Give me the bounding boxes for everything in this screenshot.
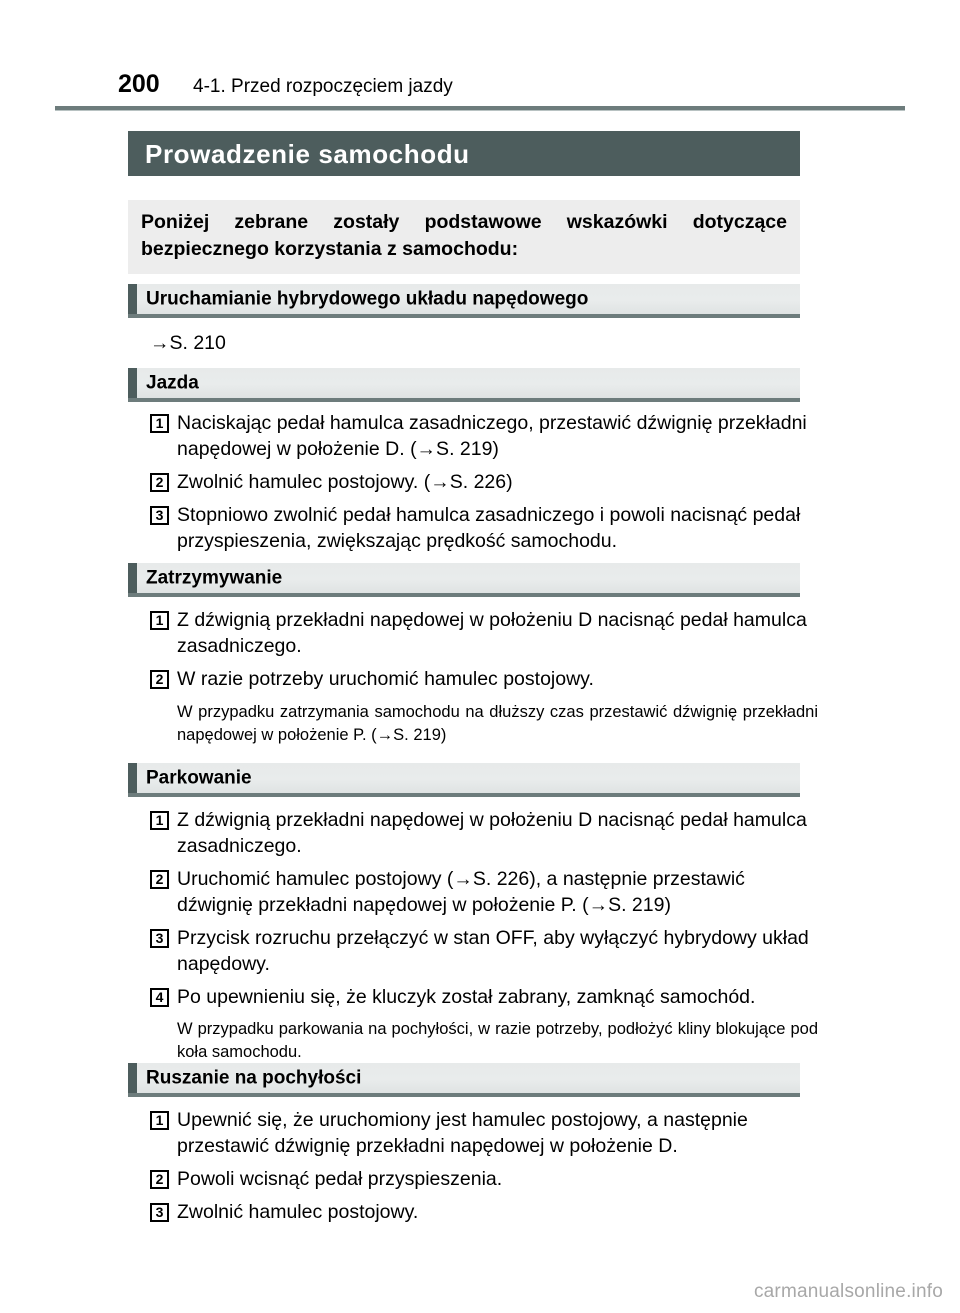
step-list-parking <box>128 808 818 1010</box>
step-number-badge: 3 <box>150 929 169 948</box>
step-text: Przycisk rozruchu przełączyć w stan OFF, aby wyłączyć hybrydowy układ napędowy. <box>177 926 809 975</box>
section-header-stopping <box>128 563 800 597</box>
section-header-hill-start <box>128 1063 800 1097</box>
page-title: Prowadzenie samochodu <box>145 138 470 169</box>
step-text: Z dźwignią przekładni napędowej w położeniu D nacisnąć pedał hamulca zasadniczego. <box>177 609 807 657</box>
list-item <box>128 1108 818 1160</box>
section-tab-marker <box>128 563 137 593</box>
section-body-stopping <box>128 608 818 746</box>
section-header-driving <box>128 368 800 402</box>
section-body-parking <box>128 808 818 1064</box>
list-item <box>128 926 818 978</box>
step-list-hill-start <box>128 1108 818 1226</box>
page-number: 200 <box>118 70 160 98</box>
section-heading-parking: Parkowanie <box>146 767 252 789</box>
step-number-badge: 2 <box>150 1170 169 1189</box>
step-list-stopping <box>128 608 818 693</box>
step-text: W razie potrzeby uruchomić hamulec postojowy. <box>177 667 594 690</box>
sub-note-parking: W przypadku parkowania na pochyłości, w razie potrzeby, podłożyć kliny blokujące pod koła samochodu. <box>177 1020 818 1062</box>
step-text: Po upewnieniu się, że kluczyk został zabrany, zamknąć samochód. <box>177 985 756 1008</box>
section-heading-start-system: Uruchamianie hybrydowego układu napędowego <box>146 288 589 310</box>
step-text: Upewnić się, że uruchomiony jest hamulec postojowy, a następnie przestawić dźwignię przekładni napędowej w położenie D. <box>177 1109 748 1157</box>
list-item <box>128 985 818 1011</box>
step-text: Uruchomić hamulec postojowy (→S. 226), a następnie przestawić dźwignię przekładni napędowej w położenie P. (→S. 219) <box>177 867 745 916</box>
step-number-badge: 2 <box>150 870 169 889</box>
step-number-badge: 1 <box>150 1111 169 1130</box>
page-header <box>0 0 960 108</box>
page-reference-start-system[interactable]: →S. 210 <box>150 332 226 354</box>
step-text: Stopniowo zwolnić pedał hamulca zasadniczego i powoli nacisnąć pedał przyspieszenia, zwiększając prędkość samochodu. <box>177 503 801 552</box>
section-heading-stopping: Zatrzymywanie <box>146 567 283 589</box>
list-item <box>128 667 818 693</box>
list-item <box>128 1200 818 1226</box>
section-header-start-system <box>128 284 800 318</box>
step-text: Naciskając pedał hamulca zasadniczego, przestawić dźwignię przekładni napędowej w położenie D. (→S. 219) <box>177 412 807 460</box>
step-number-badge: 3 <box>150 1203 169 1222</box>
list-item <box>128 808 818 860</box>
step-list-driving <box>128 411 818 555</box>
section-heading-hill-start: Ruszanie na pochyłości <box>146 1067 362 1089</box>
section-tab-marker <box>128 763 137 793</box>
intro-text: Poniżej zebrane zostały podstawowe wskazówki dotyczące bezpiecznego korzystania z samochodu: <box>141 211 787 260</box>
step-text: Z dźwignią przekładni napędowej w położeniu D nacisnąć pedał hamulca zasadniczego. <box>177 809 807 857</box>
list-item <box>128 470 818 496</box>
section-tab-marker <box>128 368 137 398</box>
section-tab-marker <box>128 1063 137 1093</box>
list-item <box>128 411 818 463</box>
section-header-parking <box>128 763 800 797</box>
intro-note-box <box>128 200 800 274</box>
list-item <box>128 867 818 919</box>
step-number-badge: 2 <box>150 473 169 492</box>
step-text: Zwolnić hamulec postojowy. (→S. 226) <box>177 470 513 493</box>
step-text: Zwolnić hamulec postojowy. <box>177 1200 419 1223</box>
section-heading-driving: Jazda <box>146 372 199 394</box>
section-body-hill-start <box>128 1108 818 1226</box>
section-body-start-system <box>128 331 818 356</box>
step-number-badge: 4 <box>150 988 169 1007</box>
section-tab-marker <box>128 284 137 314</box>
header-divider <box>55 106 905 111</box>
section-body-driving <box>128 411 818 555</box>
list-item <box>128 503 818 555</box>
step-text: Powoli wcisnąć pedał przyspieszenia. <box>177 1167 503 1190</box>
list-item <box>128 1167 818 1193</box>
site-watermark: carmanualsonline.info <box>753 1281 943 1302</box>
page-title-banner <box>128 131 800 176</box>
step-number-badge: 1 <box>150 414 169 433</box>
sub-note-stopping: W przypadku zatrzymania samochodu na dłuższy czas przestawić dźwignię przekładni napędowej w położenie P. (→S. 219) <box>177 702 818 744</box>
step-number-badge: 1 <box>150 611 169 630</box>
step-number-badge: 2 <box>150 670 169 689</box>
chapter-title: 4-1. Przed rozpoczęciem jazdy <box>193 76 453 97</box>
step-number-badge: 3 <box>150 506 169 525</box>
step-number-badge: 1 <box>150 811 169 830</box>
list-item <box>128 608 818 660</box>
